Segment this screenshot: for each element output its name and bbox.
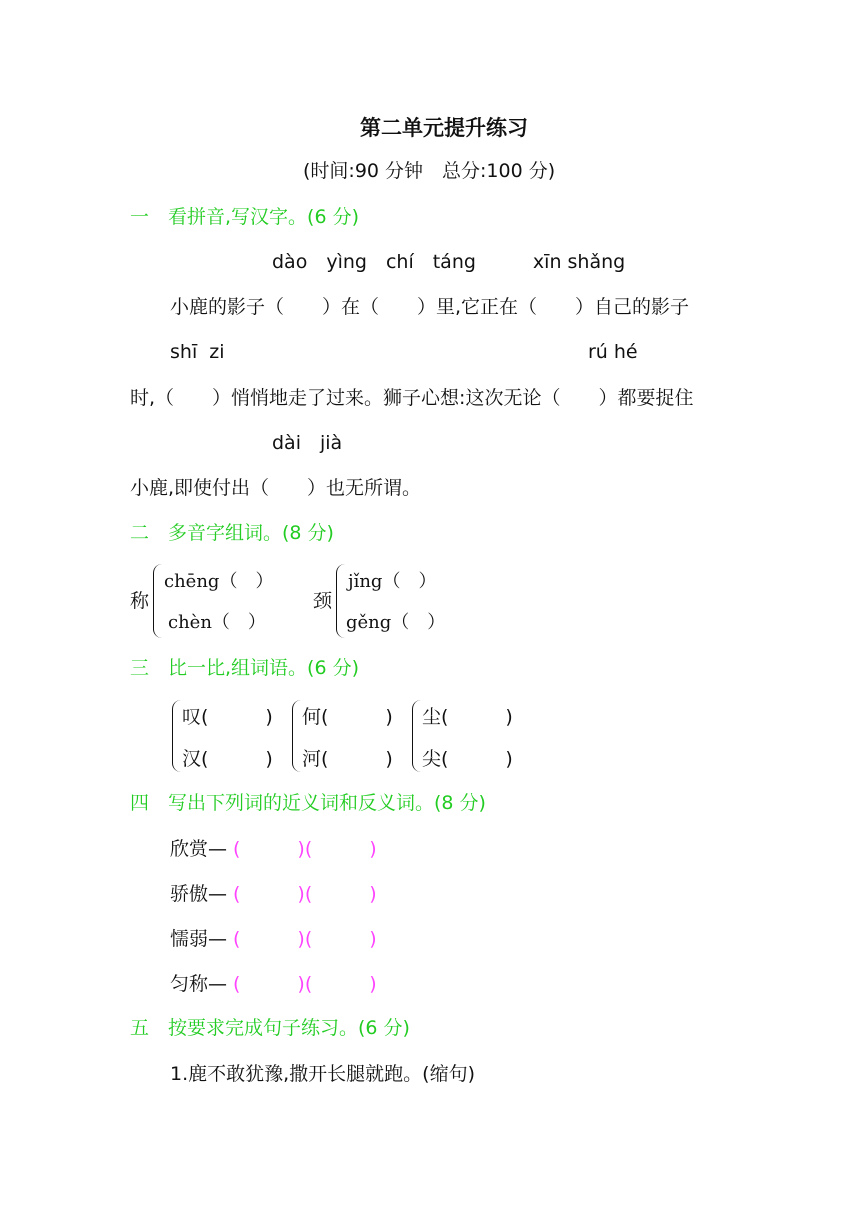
section-3-heading: 三 比一比,组词语。(6 分) xyxy=(130,657,359,679)
polyphone-reading: chèn（ ） xyxy=(168,612,266,633)
answer-blank[interactable]: ( )( ) xyxy=(233,838,377,860)
compare-word: 何( ) xyxy=(302,706,393,728)
brace-icon xyxy=(412,700,421,772)
compare-word: 尖( ) xyxy=(422,748,513,770)
synonym-word: 懦弱— xyxy=(170,928,228,950)
polyphone-reading: gěng（ ） xyxy=(346,612,446,633)
pinyin-ruhe: rú hé xyxy=(588,341,638,363)
pinyin-row-1: dào yìng chí táng xīn shǎng xyxy=(272,251,626,273)
sentence-line-1: 小鹿的影子（ ）在（ ）里,它正在（ ）自己的影子 xyxy=(170,296,690,318)
pinyin-daijia: dài jià xyxy=(272,432,343,454)
brace-icon xyxy=(153,564,162,638)
answer-blank[interactable]: ( )( ) xyxy=(233,928,377,950)
compare-word: 叹( ) xyxy=(182,706,273,728)
synonym-word: 骄傲— xyxy=(170,883,228,905)
polyphone-reading: jǐng（ ） xyxy=(348,571,437,592)
section-2-heading: 二 多音字组词。(8 分) xyxy=(130,522,334,544)
page-title: 第二单元提升练习 xyxy=(360,116,528,140)
compare-word: 尘( ) xyxy=(422,706,513,728)
page-subtitle: (时间:90 分钟 总分:100 分) xyxy=(303,160,556,182)
brace-icon xyxy=(292,700,301,772)
brace-icon xyxy=(336,564,345,638)
compare-word: 汉( ) xyxy=(182,748,273,770)
sentence-line-3: 小鹿,即使付出（ ）也无所谓。 xyxy=(130,477,422,499)
synonym-word: 欣赏— xyxy=(170,838,228,860)
section-4-heading: 四 写出下列词的近义词和反义词。(8 分) xyxy=(130,792,486,814)
compare-word: 河( ) xyxy=(302,748,393,770)
section-1-heading: 一 看拼音,写汉字。(6 分) xyxy=(130,206,359,228)
synonym-word: 匀称— xyxy=(170,973,228,995)
answer-blank[interactable]: ( )( ) xyxy=(233,973,377,995)
section-5-heading: 五 按要求完成句子练习。(6 分) xyxy=(130,1017,410,1039)
sentence-line-2: 时,（ ）悄悄地走了过来。狮子心想:这次无论（ ）都要捉住 xyxy=(130,387,694,409)
brace-icon xyxy=(172,700,181,772)
polyphone-reading: chēng（ ） xyxy=(164,571,274,592)
polyphone-char-2: 颈 xyxy=(313,590,333,612)
polyphone-char-1: 称 xyxy=(130,590,150,612)
answer-blank[interactable]: ( )( ) xyxy=(233,883,377,905)
question-1: 1.鹿不敢犹豫,撒开长腿就跑。(缩句) xyxy=(170,1063,475,1085)
pinyin-shizi: shī zi xyxy=(170,341,225,363)
